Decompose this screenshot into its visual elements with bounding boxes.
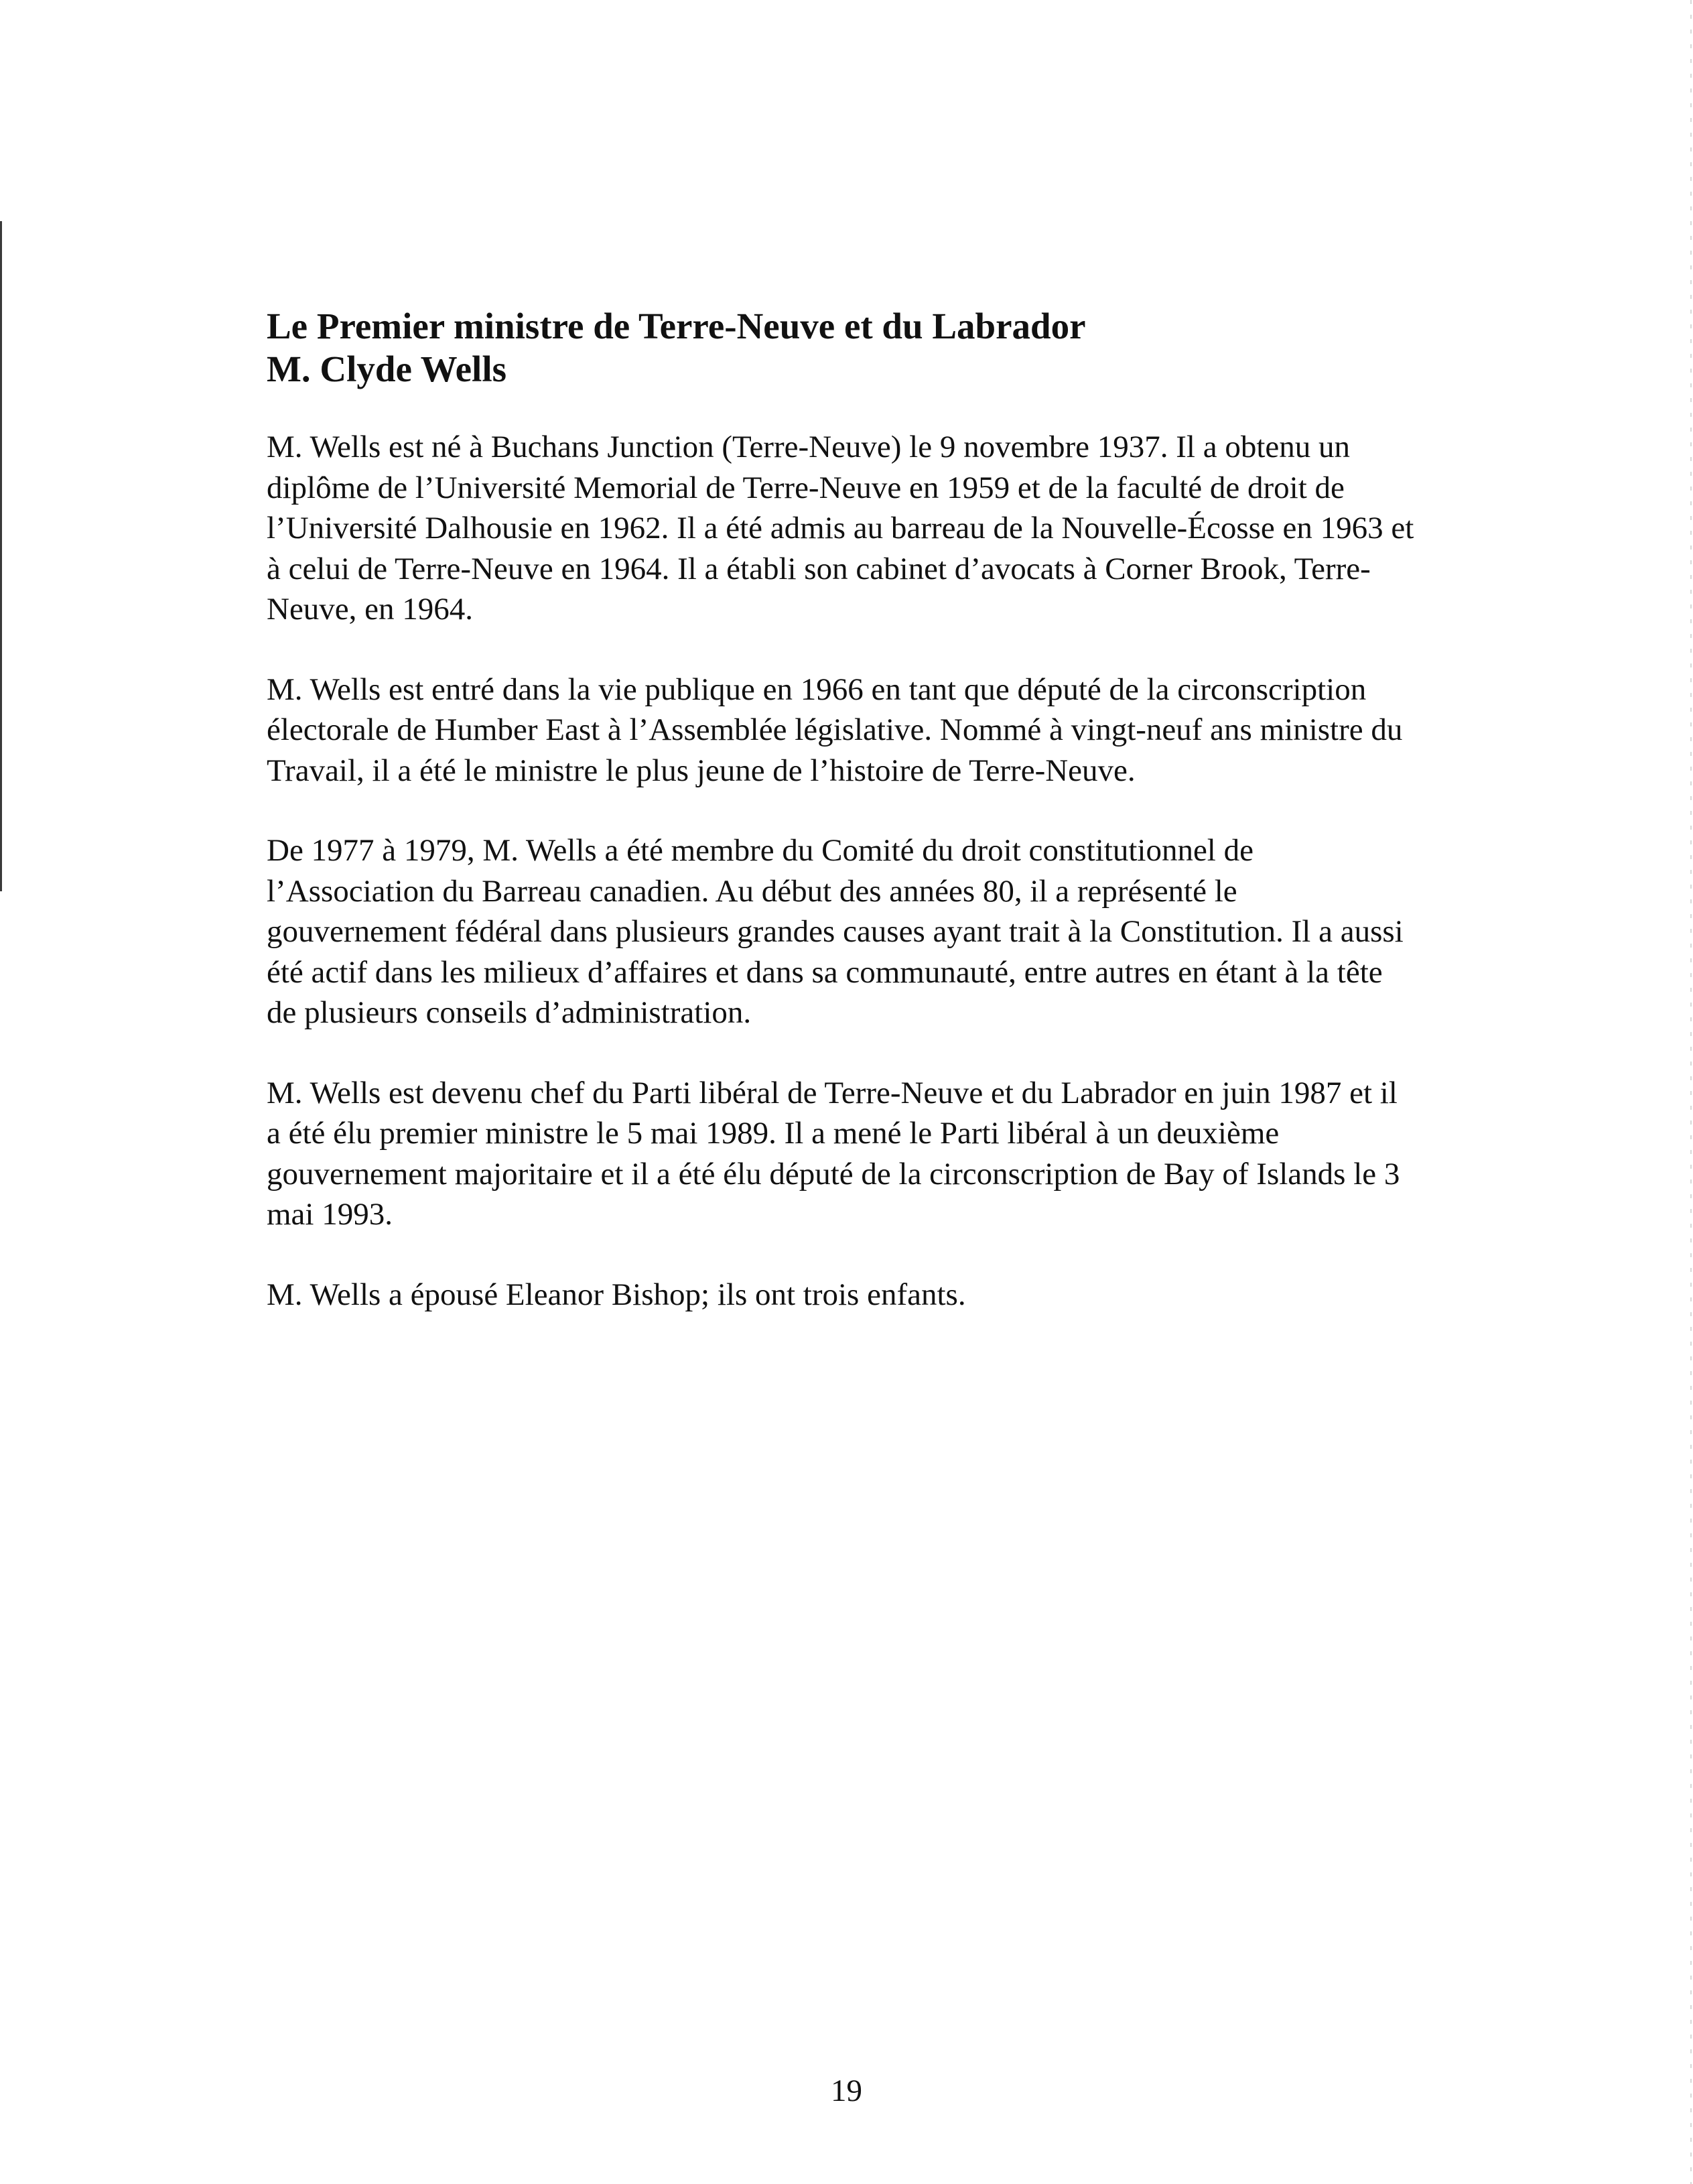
scan-edge-right xyxy=(1690,0,1692,2184)
paragraph-2: M. Wells est entré dans la vie publique en 1966 en tant que député de la circonscription électorale de Humber East à l’Assemblée législative. Nommé à vingt-neuf ans ministre du Travail, il a été le ministre le plus jeune de l’histoire de Terre-Neuve. xyxy=(267,671,1403,788)
document-title xyxy=(267,305,1419,391)
paragraph-3: De 1977 à 1979, M. Wells a été membre du Comité du droit constitutionnel de l’Association du Barreau canadien. Au début des années 80, il a représenté le gouvernement fédéral dans plusieurs grandes causes ayant trait à la Constitution. Il a aussi été actif dans les milieux d’affaires et dans sa communauté, entre autres en étant à la tête de plusieurs conseils d’administration. xyxy=(267,833,1404,1030)
paragraph-1: M. Wells est né à Buchans Junction (Terre-Neuve) le 9 novembre 1937. Il a obtenu un diplôme de l’Université Memorial de Terre-Neuve en 1959 et de la faculté de droit de l’Université Dalhousie en 1962. Il a été admis au barreau de la Nouvelle-Écosse en 1963 et à celui de Terre-Neuve en 1964. Il a établi son cabinet d’avocats à Corner Brook, Terre-Neuve, en 1964. xyxy=(267,430,1414,627)
paragraph-4: M. Wells est devenu chef du Parti libéral de Terre-Neuve et du Labrador en juin 1987 et il a été élu premier ministre le 5 mai 1989. Il a mené le Parti libéral à un deuxième gouvernement majoritaire et il a été élu député de la circonscription de Bay of Islands le 3 mai 1993. xyxy=(267,1075,1400,1232)
scan-edge-left xyxy=(0,221,2,891)
paragraph-5: M. Wells a épousé Eleanor Bishop; ils ont trois enfants. xyxy=(267,1277,966,1312)
page-number: 19 xyxy=(831,2073,862,2108)
title-line-1: Le Premier ministre de Terre-Neuve et du Labrador xyxy=(267,306,1086,346)
document-body xyxy=(267,305,1419,1354)
title-line-2: M. Clyde Wells xyxy=(267,348,507,389)
